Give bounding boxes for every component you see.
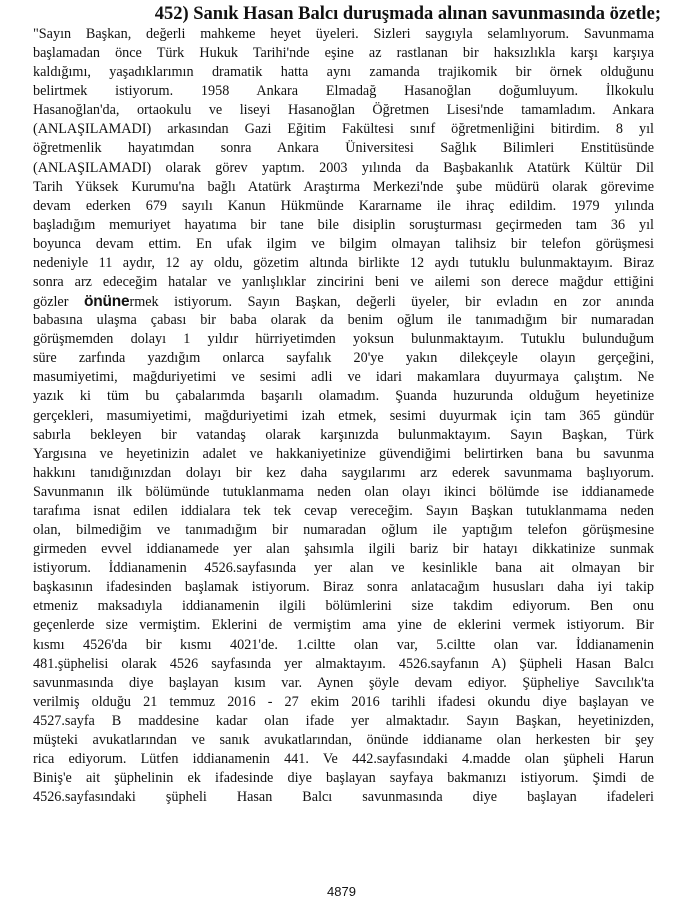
body-line-22: sabırla bekleyen bir vatandaş olarak karşınızda bulunmaktayım. Sayın Başkan, Türk <box>33 426 654 443</box>
body-line-10: devam ederken 679 sayılı Kanun Hükmünde Kararname ile ihraç edildim. 1979 yılında <box>33 197 654 214</box>
body-line-26: tarafıma isnat edilen iddialara tek tek cevap vereceğim. Sayın Başkan tutuklanmama neden <box>33 502 654 519</box>
body-line-12: boyunca devam ettim. En ufak ilgim ve bilgim olmayan talihsiz bir telefon görüşmesi <box>33 235 654 252</box>
section-heading: 452) Sanık Hasan Balcı duruşmada alınan savunmasında özetle; <box>154 4 661 24</box>
body-line-11: başladığım memuriyet hayatıma bir tane bile disiplin soruşturması geçirmeden tam 36 yıl <box>33 216 654 233</box>
body-line-3: kaldığımı, yaşadıklarımın dramatik hatta aynı zamanda trajikomik bir örnek olduğunu <box>33 64 654 81</box>
body-line-31: etmeniz maksadıyla iddianamenin ilgili bölümlerini size takdim ediyorum. Ben onu <box>33 598 654 615</box>
body-line-4: belirtmek istiyorum. 1958 Ankara Elmadağ Hasanoğlan doğumluyum. İlkokulu <box>33 83 654 100</box>
body-line-8: (ANLAŞILAMADI) olarak görev yaptım. 2003 yılında da Başbakanlık Atatürk Kültür Dil <box>33 159 654 176</box>
body-line-30: başkasının ifadesinden başlamak istiyorum. Biraz sonra anlatacağım hususları daha iyi takip <box>33 579 654 596</box>
body-line-41: 4526.sayfasındaki şüpheli Hasan Balcı savunmasında diye başlayan ifadeleri <box>33 789 654 806</box>
body-line-17: görüşmemden dolayı 1 yıldır hürriyetimden yoksun bulunmaktayım. Tutuklu bulunduğum <box>33 331 654 348</box>
body-line-15-start: gözler <box>33 294 69 311</box>
body-line-34: 481.şüphelisi olarak 4526 sayfasında yer almaktayım. 4526.sayfanın A) Şüpheli Hasan Balcı <box>33 655 654 672</box>
body-line-5: Hasanoğlan'da, ortaokulu ve liseyi Hasanoğlan Öğretmen Lisesi'nde tamamladım. Ankara <box>33 102 654 119</box>
body-line-40: Biniş'e ait şüphelinin ek ifadesinde diye başlayan sayfaya bakmanızı istiyorum. Şimdi de <box>33 770 654 787</box>
body-line-18: süre zarfında yazdığım onlarca sayfalık 20'ye yakın dilekçeyle olayın gerçeğini, <box>33 350 654 367</box>
body-line-38: müşteki avukatlarından ve sanık avukatlarından, önünde iddianame olan herkesten bir şey <box>33 731 654 748</box>
body-line-16: babasına ulaşma çabası bir baba olarak da benim oğlum ile tanımadığım bir numaradan <box>33 312 654 329</box>
body-line-42 <box>33 807 654 826</box>
body-line-9: Tarih Yüksek Kurumu'na bağlı Atatürk Araştırma Merkezi'nde şube müdürü olarak görevime <box>33 178 654 195</box>
body-line-29: istiyorum. İddianamenin 4526.sayfasında yer alan ve kesinlikle bana ait olmayan bir <box>33 560 654 577</box>
body-line-21: gerçekleri, masumiyetimi, mağduriyetimi izah etmek, sesimi duyurmak için tam 365 gündür <box>33 407 654 424</box>
body-line-37: 4527.sayfa B maddesine kadar olan ifade yer almaktadır. Sayın Başkan, heyetinizden, <box>33 712 654 729</box>
body-line-33: kısmı 4526'da bir kısmı 4021'de. 1.ciltte olan var, 5.ciltte olan var. İddianamenin <box>33 636 654 653</box>
body-line-20: yazık ki tüm bu çabalarımda başarılı olamadım. Şuanda huzurunda olduğum heyetinize <box>33 388 654 405</box>
overlay-word: önüne <box>83 293 130 311</box>
body-line-14: sonra arz edeceğim hatalar ve yanlışlıklar zincirini beni ve ailemi son derece mağdur ettiğini <box>33 274 654 291</box>
body-line-13: nedeniyle 11 aydır, 12 ay oldu, gözetim altında birlikte 12 aydı tutuklu bulunmaktayım. Biraz <box>33 254 654 271</box>
body-line-7: öğretmenlik hayatımdan sonra Ankara Üniversitesi Sağlık Bilimleri Enstitüsünde <box>33 140 654 157</box>
body-line-28: girmeden evvel iddianamede yer alan şahsımla ilgili bariz bir hatayı dikkatinize sunmak <box>33 541 654 558</box>
body-line-25: Savunmanın ilk bölümünde tutuklanmama neden olan olayı ikinci bölümde ise iddianamede <box>33 483 654 500</box>
body-line-2: başlamadan önce Türk Hukuk Tarihi'nde eşine az rastlanan bir haksızlıkla karşı karşıya <box>33 45 654 62</box>
body-line-15-rest: rmek istiyorum. Sayın Başkan, değerli üyeler, bir evladın en zor anında <box>129 294 654 311</box>
body-line-36: verilmiş olduğu 21 temmuz 2016 - 27 ekim 2016 tarihli ifadesi okundu diye başlayan ve <box>33 693 654 710</box>
body-line-39: rica ediyorum. Lütfen iddianamenin 441. Ve 442.sayfasındaki 4.madde olan şüpheli Harun <box>33 750 654 767</box>
statement-body <box>33 25 654 826</box>
body-line-35: savunmasında diye başlayan kısım var. Aynen şöyle devam ediyor. Şüpheliye Savcılık'ta <box>33 674 654 691</box>
body-line-19: masumiyetimi, mağduriyetimi ve sesimi adli ve idari makamlara duyurmaya çalıştım. Ne <box>33 369 654 386</box>
body-line-15 <box>33 292 654 311</box>
body-line-6: (ANLAŞILAMADI) arkasından Gazi Eğitim Fakültesi sınıf öğretmenliğini bitirdim. 8 yıl <box>33 121 654 138</box>
body-line-27: olan, bilmediğim ve tanımadığım bir numaradan oğlum ile yaptığım telefon görüşmesine <box>33 522 654 539</box>
body-line-24: hakkını tanıdığınızdan dolayı bir kez daha saygılarımı arz ederek savunmama başlıyorum. <box>33 464 654 481</box>
body-line-23: Yargısına ve heyetinizin adalet ve hakkaniyetinize güvendiğimi belirtirken bana bu savunma <box>33 445 654 462</box>
page-number: 4879 <box>327 884 356 899</box>
body-line-1: "Sayın Başkan, değerli mahkeme heyet üyeleri. Sizleri saygıyla selamlıyorum. Savunmama <box>33 26 654 42</box>
body-line-32: geçenlerde size vermiştim. Eklerini de vermiştim ama yine de eklerini vermek istiyorum. Bir <box>33 617 654 634</box>
